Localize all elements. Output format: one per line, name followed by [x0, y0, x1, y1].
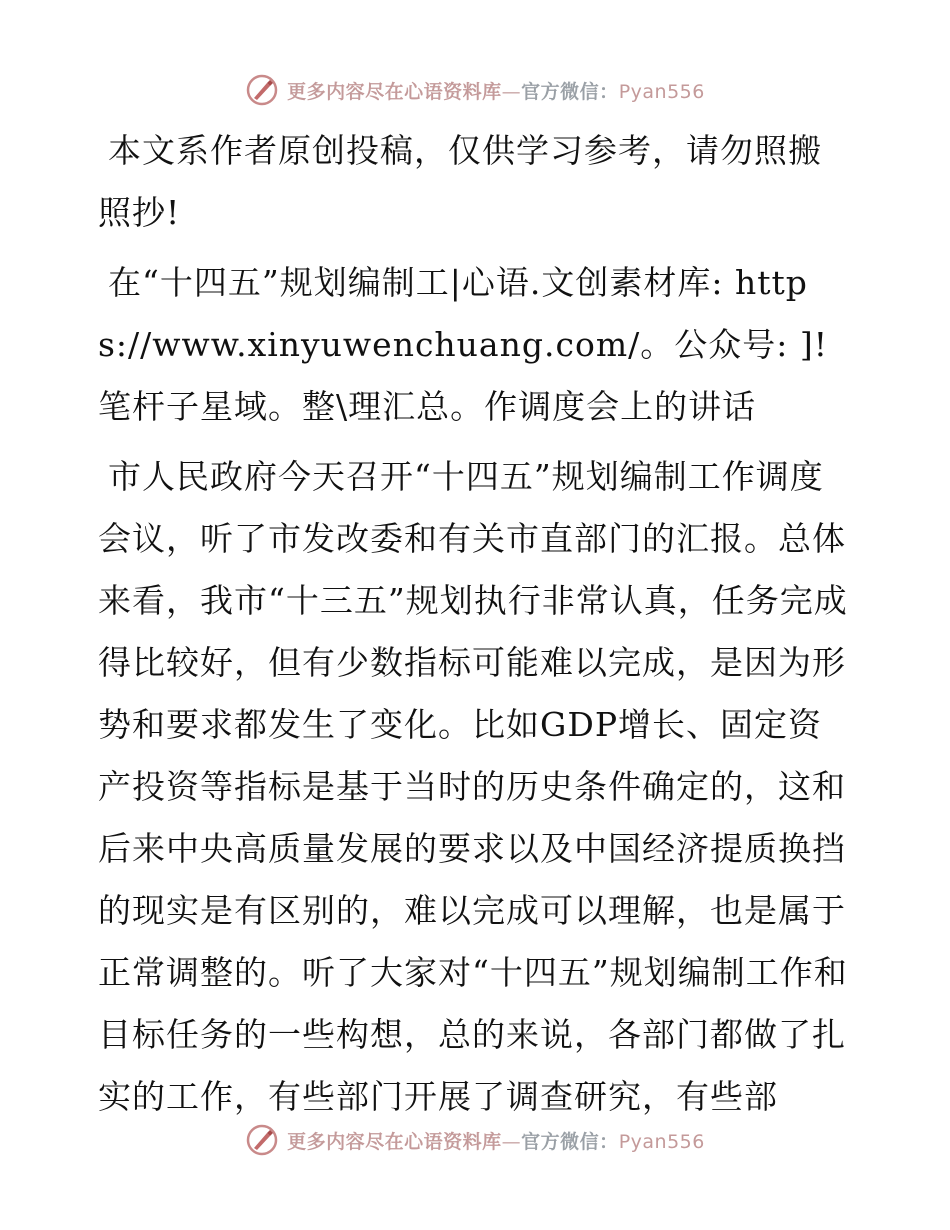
footer-wechat-label: 官方微信： [521, 1130, 619, 1153]
header-banner-text [287, 77, 705, 104]
document-body [98, 120, 850, 1136]
footer-separator: — [501, 1130, 522, 1153]
pen-logo-icon [245, 1123, 279, 1157]
paragraph-title: 在“十四五”规划编制工|心语.文创素材库: https://www.xinyuwenchuang.com/。公众号: ]!笔杆子星域。整\理汇总。作调度会上的讲话 [98, 263, 828, 426]
header-brand: 更多内容尽在心语资料库 [287, 80, 502, 103]
paragraph-body: 市人民政府今天召开“十四五”规划编制工作调度会议，听了市发改委和有关市直部门的汇报。总体来看，我市“十三五”规划执行非常认真，任务完成得比较好，但有少数指标可能难以完成，是因为形势和要求都发生了变化。比如GDP增长、固定资产投资等指标是基于当时的历史条件确定的，这和后来中央高质量发展的要求以及中国经济提质换挡的现实是有区别的，难以完成可以理解，也是属于正常调整的。听了大家对“十四五”规划编制工作和目标任务的一些构想，总的来说，各部门都做了扎实的工作，有些部门开展了调查研究，有些部 [98, 457, 848, 1116]
footer-banner-text [287, 1127, 705, 1154]
header-banner [0, 70, 950, 110]
header-separator: — [501, 80, 522, 103]
pen-logo-icon [245, 73, 279, 107]
footer-brand: 更多内容尽在心语资料库 [287, 1130, 502, 1153]
footer-banner [0, 1120, 950, 1160]
footer-wechat-id: Pyan556 [618, 1130, 705, 1153]
header-wechat-label: 官方微信： [521, 80, 619, 103]
header-wechat-id: Pyan556 [618, 80, 705, 103]
paragraph-disclaimer: 本文系作者原创投稿，仅供学习参考，请勿照搬照抄! [98, 131, 822, 232]
